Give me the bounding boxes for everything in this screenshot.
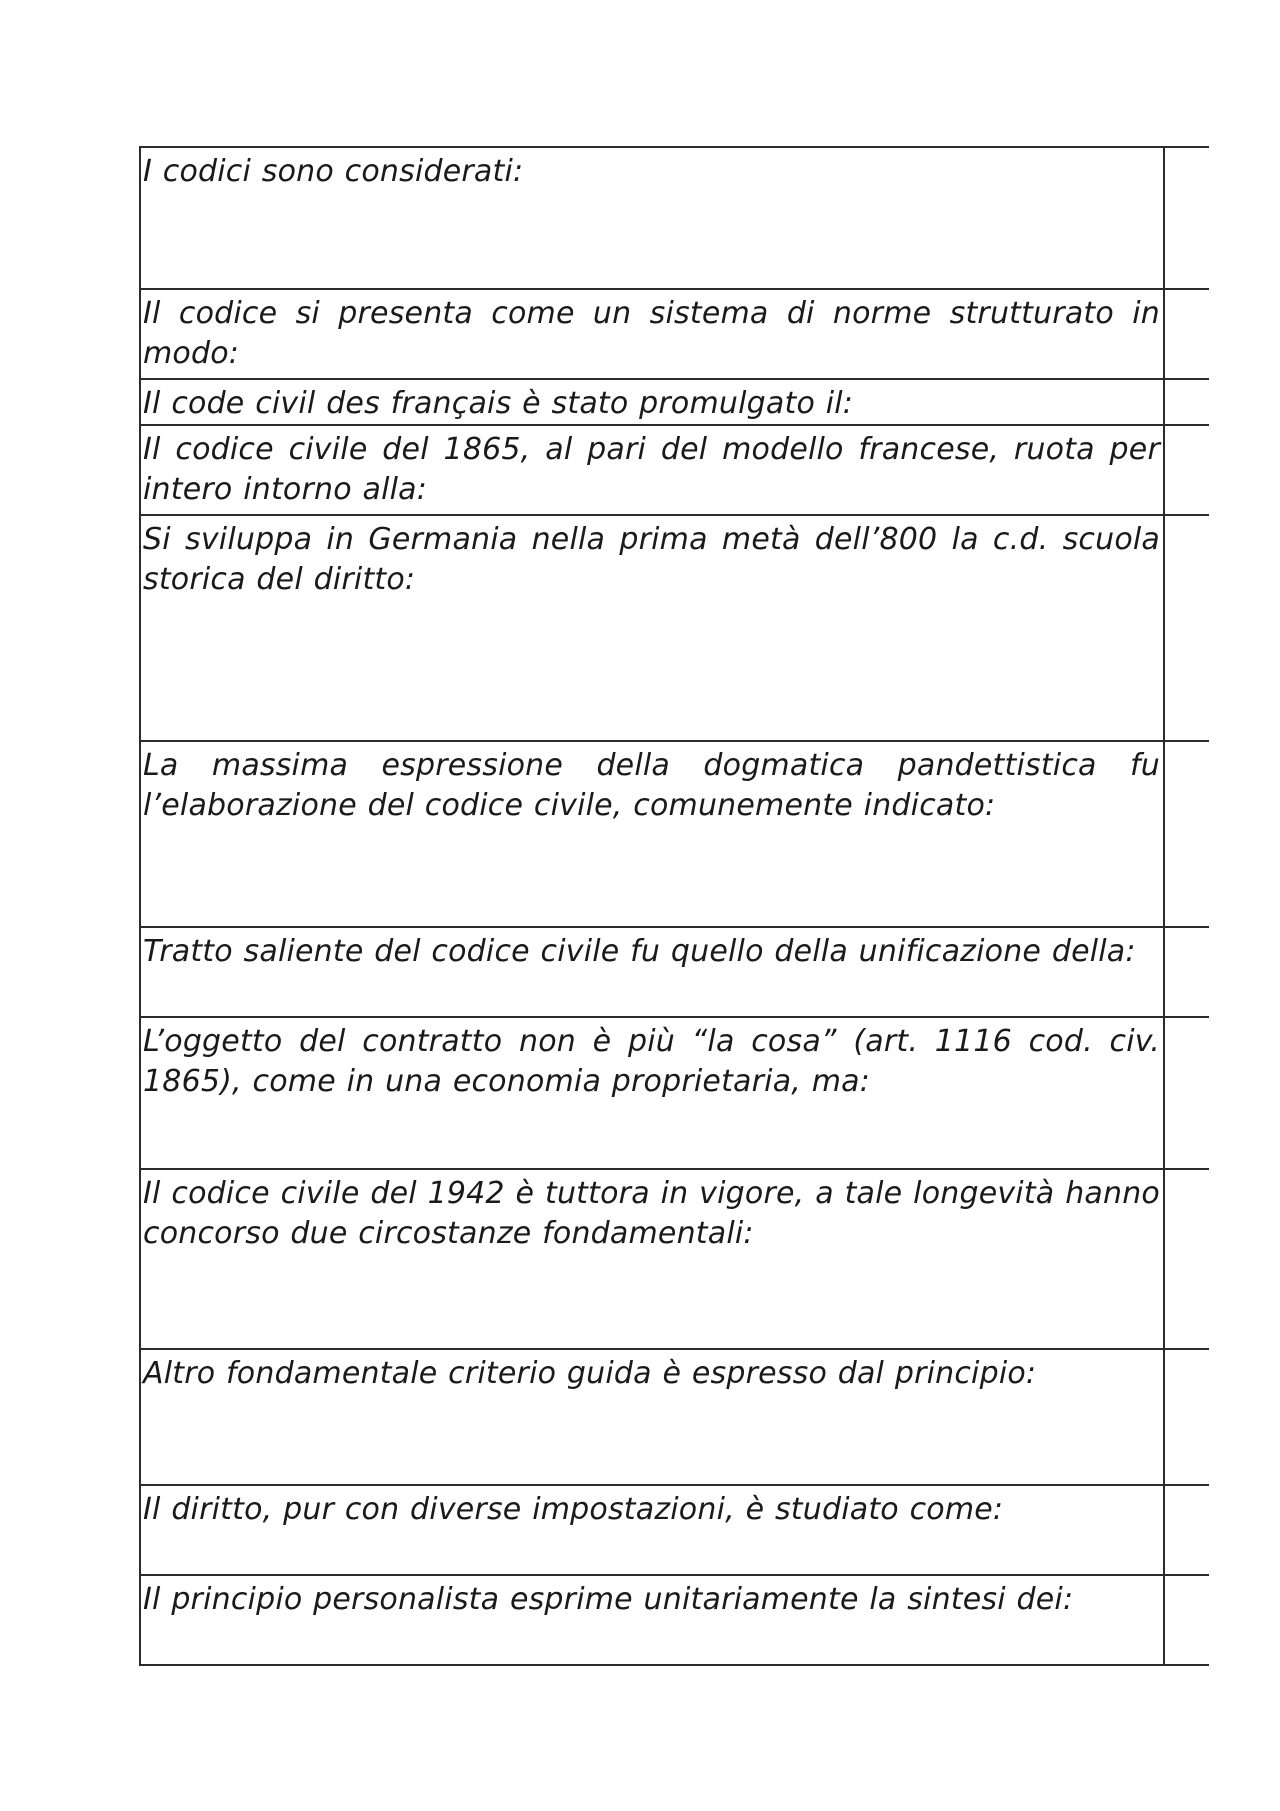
table-row <box>140 927 1209 1017</box>
question-text: La massima espressione della dogmatica pandettistica fu l’elaborazione del codice civile, comunemente indicato: <box>143 748 1160 823</box>
question-cell <box>140 425 1164 515</box>
question-text: Il codice civile del 1942 è tuttora in vigore, a tale longevità hanno concorso due circostanze fondamentali: <box>143 1176 1160 1251</box>
question-cell <box>140 1017 1164 1169</box>
answer-cell <box>1164 379 1209 425</box>
question-text: Altro fondamentale criterio guida è espresso dal principio: <box>143 1356 1037 1391</box>
table-row <box>140 425 1209 515</box>
table-row <box>140 515 1209 741</box>
answer-cell <box>1164 741 1209 927</box>
question-text: Tratto saliente del codice civile fu quello della unificazione della: <box>143 934 1136 969</box>
question-cell <box>140 1485 1164 1575</box>
question-text: Il codice si presenta come un sistema di norme strutturato in modo: <box>143 296 1160 371</box>
question-text: Si sviluppa in Germania nella prima metà dell’800 la c.d. scuola storica del diritto: <box>143 522 1160 597</box>
question-cell <box>140 1169 1164 1349</box>
answer-cell <box>1164 1017 1209 1169</box>
question-cell <box>140 379 1164 425</box>
question-cell <box>140 1349 1164 1485</box>
question-cell <box>140 927 1164 1017</box>
table-row <box>140 1575 1209 1665</box>
answer-cell <box>1164 289 1209 379</box>
question-text: L’oggetto del contratto non è più “la cosa” (art. 1116 cod. civ. 1865), come in una economia proprietaria, ma: <box>143 1024 1160 1099</box>
table-row <box>140 741 1209 927</box>
question-cell <box>140 1575 1164 1665</box>
answer-cell <box>1164 1485 1209 1575</box>
question-text: Il diritto, pur con diverse impostazioni, è studiato come: <box>143 1492 1004 1527</box>
answer-cell <box>1164 425 1209 515</box>
question-cell <box>140 289 1164 379</box>
table-row <box>140 1017 1209 1169</box>
question-text: Il principio personalista esprime unitariamente la sintesi dei: <box>143 1582 1074 1617</box>
table-row <box>140 379 1209 425</box>
table-row <box>140 1349 1209 1485</box>
answer-cell <box>1164 927 1209 1017</box>
question-cell <box>140 741 1164 927</box>
table-row <box>140 1169 1209 1349</box>
question-cell <box>140 515 1164 741</box>
answer-cell <box>1164 1349 1209 1485</box>
question-text: Il codice civile del 1865, al pari del modello francese, ruota per intero intorno alla: <box>143 432 1160 507</box>
table-row <box>140 1485 1209 1575</box>
table-row <box>140 289 1209 379</box>
question-text: Il code civil des français è stato promulgato il: <box>143 386 854 421</box>
answer-cell <box>1164 1169 1209 1349</box>
answer-cell <box>1164 515 1209 741</box>
answer-cell <box>1164 1575 1209 1665</box>
answer-cell <box>1164 147 1209 289</box>
table-row <box>140 147 1209 289</box>
questions-table <box>139 146 1209 1666</box>
question-text: I codici sono considerati: <box>143 154 524 189</box>
question-cell <box>140 147 1164 289</box>
